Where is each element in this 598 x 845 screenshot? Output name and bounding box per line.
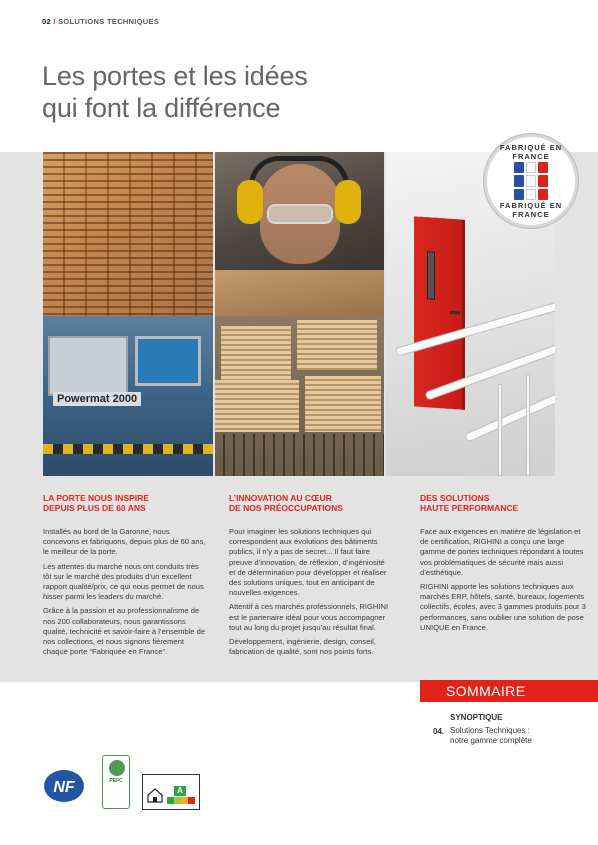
toc-entry-text-line-2: notre gamme complète — [450, 736, 532, 745]
pefc-certification-logo — [102, 755, 130, 809]
stair-post — [498, 384, 502, 476]
column-paragraph: Développement, ingénierie, design, conseil, fabrication de qualité, sont nos points forts. — [229, 637, 376, 657]
column-heading-line-2: DE NOS PRÉOCCUPATIONS — [229, 503, 343, 513]
ear-muff-right — [335, 180, 361, 224]
emission-scale-step — [181, 797, 188, 804]
door-stack — [215, 380, 299, 432]
emission-scale-step — [188, 797, 195, 804]
sommaire-banner — [420, 680, 598, 702]
door-stack — [221, 326, 291, 384]
warehouse-photo — [215, 316, 384, 476]
column-heading — [420, 493, 590, 513]
pefc-label: PEFC — [109, 778, 123, 784]
nf-logo-text: NF — [53, 779, 75, 796]
column-paragraph: Attentif à ces marchés professionnels, RIGHINI est le partenaire idéal pour vous accompagner tout au long du projet jusqu’au résultat final. — [229, 602, 389, 632]
column-performance — [420, 493, 590, 637]
column-paragraph: Pour imaginer les solutions techniques qui correspondent aux évolutions des bâtiments publics, il n’y a pas de secret... Il faut faire preuve d’innovation, de réflexion, d’ingéniosité et de détermination pour développer et réaliser des solutions uniques, tout en anticipant de nouvelles exigences. — [229, 527, 387, 598]
hazard-stripe — [43, 444, 213, 454]
toc-entry-link[interactable] — [450, 726, 570, 746]
column-paragraph: Les attentes du marché nous ont conduits très tôt sur le marché des produits d’un excellent rapport qualité/prix, ce qui nous permet de nous hisser parmi les leaders du marché. — [43, 561, 204, 602]
door-handle — [450, 311, 460, 315]
page-title — [42, 60, 462, 124]
sommaire-title: SOMMAIRE — [446, 683, 526, 699]
emission-grade: A — [174, 786, 186, 796]
emission-scale — [167, 797, 195, 804]
machine-brand-label: Powermat 2000 — [53, 392, 141, 406]
house-icon — [147, 787, 163, 803]
column-heading-line-2: DEPUIS PLUS DE 60 ANS — [43, 503, 146, 513]
door-window — [427, 251, 435, 300]
emission-scale-step — [174, 797, 181, 804]
column-innovation — [229, 493, 389, 661]
badge-text-top: FABRIQUÉ EN FRANCE — [499, 143, 563, 161]
machine-photo — [43, 316, 213, 476]
emission-scale-step — [167, 797, 174, 804]
worker-photo — [215, 152, 384, 316]
wood-stack-photo — [43, 152, 213, 316]
indoor-emission-label — [142, 774, 200, 810]
ear-muff-left — [237, 180, 263, 224]
door-stack — [305, 376, 381, 432]
column-heading — [43, 493, 207, 513]
column-paragraph: RIGHINI apporte les solutions techniques aux marchés ERP, hôtels, santé, bureaux, logements collectifs, écoles, avec 3 gammes produits pour 3 performances, sans oublier une solution de pose UNIQUE en France. — [420, 582, 586, 632]
column-heading-line-1: L’INNOVATION AU CŒUR — [229, 493, 332, 503]
column-paragraph: Grâce à la passion et au professionnalisme de nos 200 collaborateurs, nous garantissons qualité, technicité et savoir-faire à l’ensemble de nos collections, et nous signons fièrement chaque porte “Fabriquée en France”. — [43, 606, 206, 657]
section-name: SOLUTIONS TECHNIQUES — [58, 17, 160, 26]
section-header — [42, 17, 159, 26]
stair-post — [526, 374, 530, 476]
safety-railing — [215, 434, 384, 476]
toc-entry-number[interactable]: 04. — [433, 727, 445, 736]
column-paragraph: Face aux exigences en matière de législation et de certification, RIGHINI a conçu une large gamme de portes techniques répondant à toutes vos problématiques de sécurité mais aussi d’esthétique. — [420, 527, 584, 577]
page-number: 02 — [42, 17, 51, 26]
toc-entry-text-line-1: Solutions Techniques : — [450, 726, 530, 735]
title-line-1: Les portes et les idées — [42, 61, 308, 91]
machine-screen — [135, 336, 201, 386]
header-separator: / — [50, 17, 59, 26]
column-heading-line-1: LA PORTE NOUS INSPIRE — [43, 493, 149, 503]
pefc-tree-icon — [109, 760, 125, 776]
safety-glasses — [267, 204, 333, 224]
column-inspiration — [43, 493, 207, 661]
column-paragraph: Installés au bord de la Garonne, nous concevons et fabriquons, depuis plus de 60 ans, le meilleur de la porte. — [43, 527, 206, 557]
badge-flag-grid — [514, 162, 548, 200]
stair-rail — [464, 386, 555, 443]
toc-entry-heading[interactable]: SYNOPTIQUE — [450, 713, 503, 722]
nf-certification-logo — [40, 767, 88, 805]
machine-panel — [48, 336, 128, 396]
made-in-france-badge — [484, 134, 578, 228]
door-stack — [297, 320, 377, 370]
column-heading — [229, 493, 389, 513]
wood-plank — [215, 270, 384, 316]
column-heading-line-2: HAUTE PERFORMANCE — [420, 503, 519, 513]
column-heading-line-1: DES SOLUTIONS — [420, 493, 490, 503]
title-line-2: qui font la différence — [42, 93, 281, 123]
badge-text-bottom: FABRIQUÉ EN FRANCE — [499, 201, 563, 219]
